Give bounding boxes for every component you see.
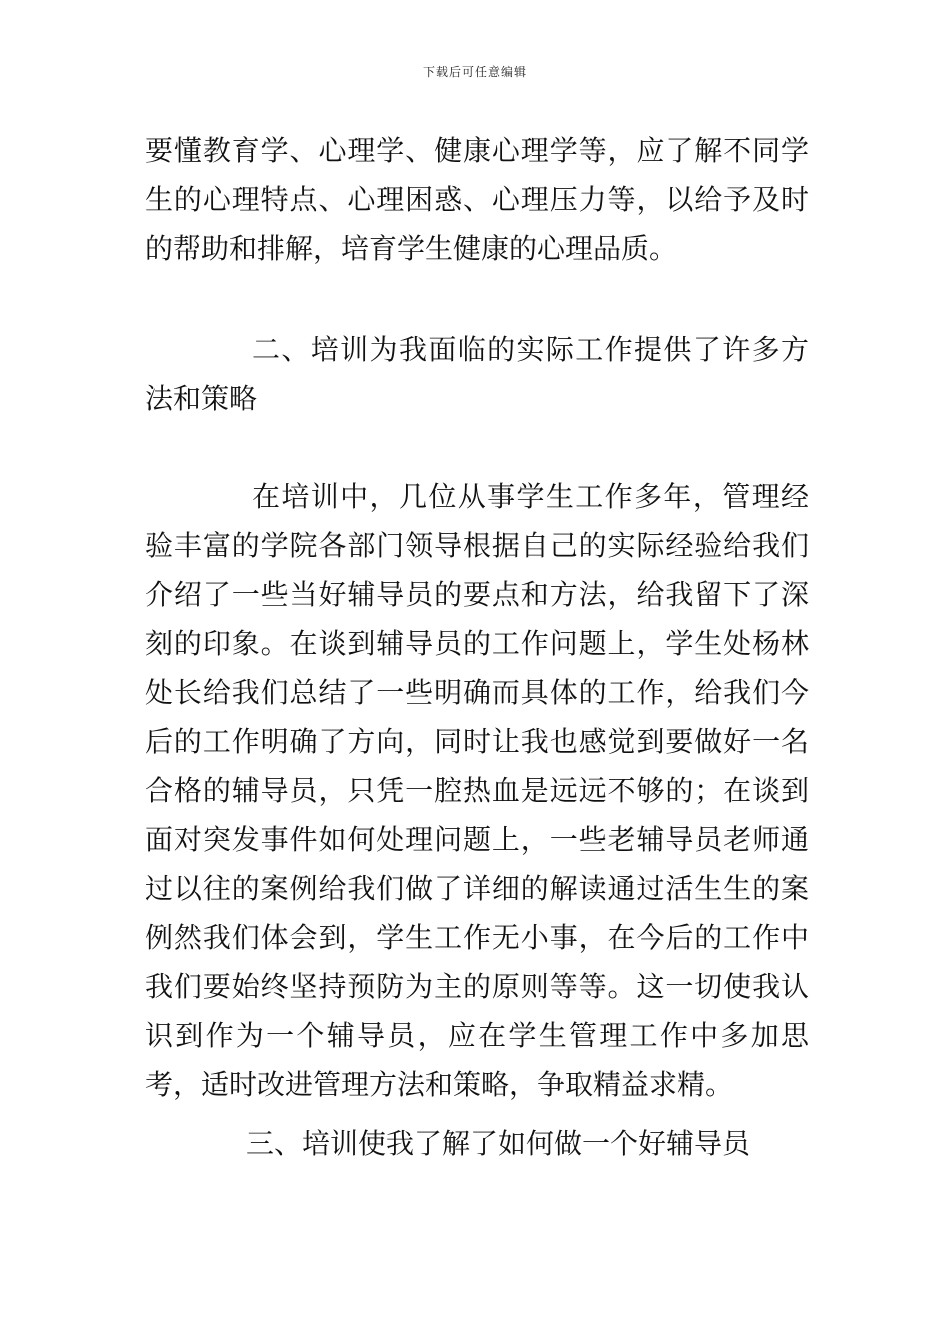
paragraph-psychology: 要懂教育学、心理学、健康心理学等，应了解不同学生的心理特点、心理困惑、心理压力等，以给予及时的帮助和排解，培育学生健康的心理品质。 (145, 134, 809, 265)
header-note: 下载后可任意编辑 (422, 65, 527, 79)
section-heading-2: 二、培训为我面临的实际工作提供了许多方法和策略 (145, 333, 809, 415)
section-heading-3: 三、培训使我了解了如何做一个好辅导员 (246, 1127, 751, 1160)
paragraph-training-experience: 在培训中，几位从事学生工作多年，管理经验丰富的学院各部门领导根据自己的实际经验给我们介绍了一些当好辅导员的要点和方法，给我留下了深刻的印象。在谈到辅导员的工作问题上，学生处杨林处长给我们总结了一些明确而具体的工作，给我们今后的工作明确了方向，同时让我也感觉到要做好一名合格的辅导员，只凭一腔热血是远远不够的；在谈到面对突发事件如何处理问题上，一些老辅导员老师通过以往的案例给我们做了详细的解读通过活生生的案例然我们体会到，学生工作无小事，在今后的工作中我们要始终坚持预防为主的原则等等。这一切使我认识到作为一个辅导员，应在学生管理工作中多加思考，适时改进管理方法和策略，争取精益求精。 (145, 480, 809, 1101)
